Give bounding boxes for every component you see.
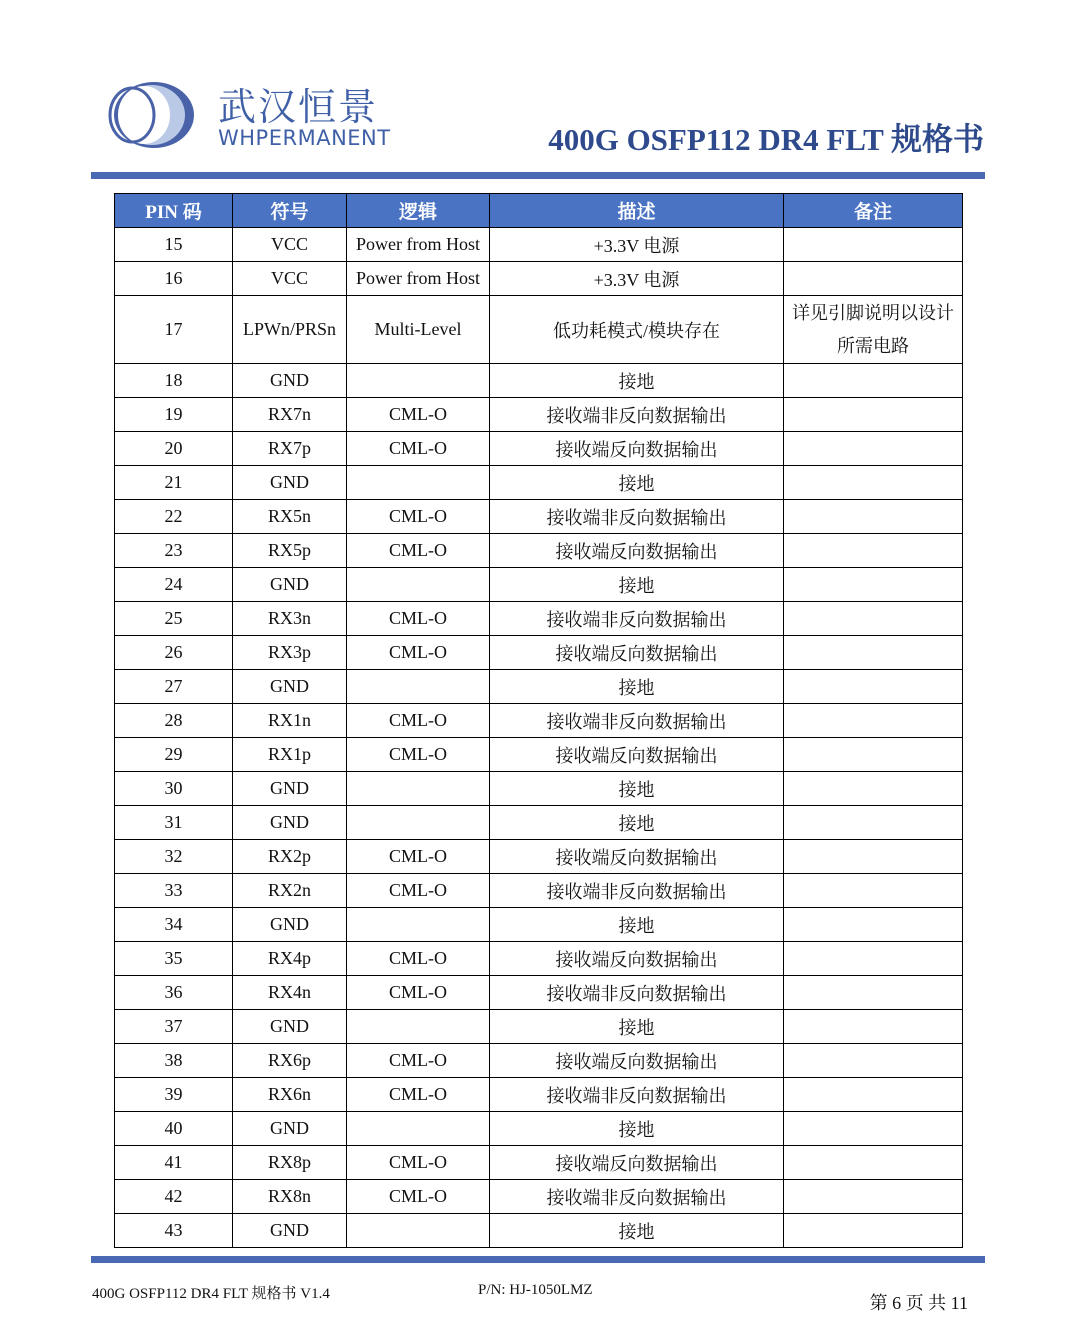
desc-cell: 接收端反向数据输出 (490, 1044, 784, 1078)
table-row (115, 398, 963, 432)
company-logo (106, 80, 196, 150)
note-cell (784, 670, 963, 704)
table-row (115, 228, 963, 262)
table-row (115, 1180, 963, 1214)
logic-cell: CML-O (347, 942, 490, 976)
pin-cell: 38 (115, 1044, 233, 1078)
desc-cell: 接地 (490, 568, 784, 602)
desc-cell: 接收端非反向数据输出 (490, 976, 784, 1010)
pin-cell: 35 (115, 942, 233, 976)
pin-cell: 17 (115, 296, 233, 364)
note-cell (784, 1044, 963, 1078)
symbol-cell: GND (233, 806, 347, 840)
logic-cell: CML-O (347, 500, 490, 534)
desc-cell: +3.3V 电源 (490, 228, 784, 262)
pin-cell: 33 (115, 874, 233, 908)
note-cell (784, 466, 963, 500)
table-row (115, 1214, 963, 1248)
symbol-cell: RX6p (233, 1044, 347, 1078)
pin-cell: 23 (115, 534, 233, 568)
pin-cell: 20 (115, 432, 233, 466)
logic-cell: CML-O (347, 704, 490, 738)
note-cell (784, 432, 963, 466)
symbol-cell: GND (233, 568, 347, 602)
desc-cell: 接地 (490, 670, 784, 704)
logic-cell: CML-O (347, 432, 490, 466)
desc-cell: 接收端反向数据输出 (490, 432, 784, 466)
logic-cell (347, 466, 490, 500)
logic-cell: CML-O (347, 976, 490, 1010)
pin-cell: 36 (115, 976, 233, 1010)
note-cell (784, 1112, 963, 1146)
pin-cell: 41 (115, 1146, 233, 1180)
table-row (115, 806, 963, 840)
pin-cell: 40 (115, 1112, 233, 1146)
symbol-cell: GND (233, 772, 347, 806)
note-cell (784, 874, 963, 908)
footer-rule (91, 1256, 985, 1263)
pin-cell: 29 (115, 738, 233, 772)
brand-name-en: WHPERMANENT (218, 126, 391, 150)
symbol-cell: RX3n (233, 602, 347, 636)
logic-cell: CML-O (347, 1146, 490, 1180)
table-row (115, 874, 963, 908)
pin-cell: 31 (115, 806, 233, 840)
table-row (115, 636, 963, 670)
pin-cell: 24 (115, 568, 233, 602)
table-row (115, 466, 963, 500)
logic-cell: CML-O (347, 1078, 490, 1112)
desc-cell: 接收端反向数据输出 (490, 738, 784, 772)
note-cell (784, 364, 963, 398)
desc-cell: 接地 (490, 1112, 784, 1146)
symbol-cell: RX8n (233, 1180, 347, 1214)
note-cell (784, 636, 963, 670)
symbol-cell: RX1n (233, 704, 347, 738)
logic-cell: CML-O (347, 1044, 490, 1078)
symbol-cell: RX5p (233, 534, 347, 568)
note-cell (784, 704, 963, 738)
note-cell (784, 534, 963, 568)
desc-cell: 接收端非反向数据输出 (490, 874, 784, 908)
table-row (115, 942, 963, 976)
pin-cell: 19 (115, 398, 233, 432)
symbol-cell: RX8p (233, 1146, 347, 1180)
desc-cell: 接收端非反向数据输出 (490, 500, 784, 534)
footer-doc-name: 400G OSFP112 DR4 FLT 规格书 V1.4 (92, 1286, 330, 1302)
desc-cell: 接收端反向数据输出 (490, 636, 784, 670)
note-cell (784, 840, 963, 874)
table-header-row (115, 194, 963, 228)
document-title: 400G OSFP112 DR4 FLT 规格书 (548, 122, 984, 157)
table-row (115, 738, 963, 772)
note-cell (784, 602, 963, 636)
pin-cell: 37 (115, 1010, 233, 1044)
desc-cell: 接收端反向数据输出 (490, 1146, 784, 1180)
symbol-cell: GND (233, 908, 347, 942)
desc-cell: +3.3V 电源 (490, 262, 784, 296)
table-row (115, 1078, 963, 1112)
desc-cell: 接地 (490, 908, 784, 942)
logic-cell: CML-O (347, 534, 490, 568)
pin-table-body (115, 228, 963, 1248)
symbol-cell: GND (233, 466, 347, 500)
symbol-cell: RX4p (233, 942, 347, 976)
logic-cell: CML-O (347, 874, 490, 908)
pin-cell: 25 (115, 602, 233, 636)
pin-cell: 18 (115, 364, 233, 398)
desc-cell: 接收端反向数据输出 (490, 942, 784, 976)
pin-cell: 16 (115, 262, 233, 296)
note-cell (784, 738, 963, 772)
desc-cell: 接收端非反向数据输出 (490, 602, 784, 636)
col-header-logic: 逻辑 (347, 194, 490, 228)
logic-cell: Multi-Level (347, 296, 490, 364)
logic-cell: CML-O (347, 1180, 490, 1214)
table-row (115, 670, 963, 704)
desc-cell: 接地 (490, 772, 784, 806)
logic-cell: CML-O (347, 840, 490, 874)
symbol-cell: RX7n (233, 398, 347, 432)
symbol-cell: GND (233, 364, 347, 398)
logic-cell (347, 1112, 490, 1146)
pin-cell: 32 (115, 840, 233, 874)
pin-cell: 43 (115, 1214, 233, 1248)
note-cell (784, 1078, 963, 1112)
pin-cell: 34 (115, 908, 233, 942)
col-header-note: 备注 (784, 194, 963, 228)
symbol-cell: RX1p (233, 738, 347, 772)
col-header-desc: 描述 (490, 194, 784, 228)
symbol-cell: LPWn/PRSn (233, 296, 347, 364)
table-row (115, 432, 963, 466)
symbol-cell: RX2n (233, 874, 347, 908)
logic-cell: CML-O (347, 398, 490, 432)
logic-cell (347, 806, 490, 840)
pin-cell: 15 (115, 228, 233, 262)
note-cell (784, 262, 963, 296)
pin-cell: 26 (115, 636, 233, 670)
desc-cell: 接收端非反向数据输出 (490, 1078, 784, 1112)
note-cell (784, 1146, 963, 1180)
logic-cell: CML-O (347, 738, 490, 772)
logic-cell (347, 772, 490, 806)
pin-cell: 22 (115, 500, 233, 534)
desc-cell: 接收端非反向数据输出 (490, 1180, 784, 1214)
logic-cell: CML-O (347, 602, 490, 636)
desc-cell: 接收端反向数据输出 (490, 534, 784, 568)
logic-cell: Power from Host (347, 262, 490, 296)
note-cell (784, 500, 963, 534)
logic-cell (347, 1010, 490, 1044)
symbol-cell: VCC (233, 228, 347, 262)
col-header-symbol: 符号 (233, 194, 347, 228)
table-row (115, 1146, 963, 1180)
symbol-cell: RX2p (233, 840, 347, 874)
symbol-cell: RX4n (233, 976, 347, 1010)
desc-cell: 接地 (490, 1010, 784, 1044)
logic-cell: Power from Host (347, 228, 490, 262)
table-row (115, 364, 963, 398)
table-row (115, 262, 963, 296)
note-cell (784, 568, 963, 602)
logic-cell (347, 568, 490, 602)
desc-cell: 接地 (490, 364, 784, 398)
table-row (115, 772, 963, 806)
desc-cell: 低功耗模式/模块存在 (490, 296, 784, 364)
symbol-cell: GND (233, 670, 347, 704)
table-row (115, 500, 963, 534)
symbol-cell: GND (233, 1214, 347, 1248)
note-cell (784, 806, 963, 840)
pin-cell: 39 (115, 1078, 233, 1112)
desc-cell: 接收端非反向数据输出 (490, 704, 784, 738)
logic-cell (347, 908, 490, 942)
pin-cell: 21 (115, 466, 233, 500)
pin-table (114, 193, 963, 1248)
table-row (115, 296, 963, 364)
note-cell (784, 1214, 963, 1248)
pin-cell: 30 (115, 772, 233, 806)
table-row (115, 568, 963, 602)
table-row (115, 1010, 963, 1044)
pin-cell: 42 (115, 1180, 233, 1214)
footer-page-number: 第 6 页 共 11 (869, 1293, 968, 1313)
symbol-cell: RX7p (233, 432, 347, 466)
logic-cell (347, 1214, 490, 1248)
table-row (115, 534, 963, 568)
table-row (115, 908, 963, 942)
pin-cell: 27 (115, 670, 233, 704)
desc-cell: 接地 (490, 466, 784, 500)
table-row (115, 704, 963, 738)
pin-cell: 28 (115, 704, 233, 738)
header-rule (91, 172, 985, 179)
desc-cell: 接收端非反向数据输出 (490, 398, 784, 432)
symbol-cell: GND (233, 1112, 347, 1146)
footer-part-number: P/N: HJ-1050LMZ (478, 1282, 593, 1298)
note-cell (784, 1180, 963, 1214)
note-cell (784, 398, 963, 432)
desc-cell: 接地 (490, 806, 784, 840)
table-row (115, 840, 963, 874)
symbol-cell: GND (233, 1010, 347, 1044)
symbol-cell: RX5n (233, 500, 347, 534)
note-cell (784, 772, 963, 806)
symbol-cell: RX3p (233, 636, 347, 670)
table-row (115, 602, 963, 636)
desc-cell: 接收端反向数据输出 (490, 840, 784, 874)
symbol-cell: RX6n (233, 1078, 347, 1112)
table-row (115, 1112, 963, 1146)
note-cell (784, 976, 963, 1010)
symbol-cell: VCC (233, 262, 347, 296)
note-cell (784, 942, 963, 976)
desc-cell: 接地 (490, 1214, 784, 1248)
note-cell (784, 228, 963, 262)
table-row (115, 976, 963, 1010)
table-row (115, 1044, 963, 1078)
note-cell: 详见引脚说明以设计所需电路 (784, 296, 963, 364)
note-cell (784, 1010, 963, 1044)
logic-cell (347, 670, 490, 704)
logic-cell: CML-O (347, 636, 490, 670)
note-cell (784, 908, 963, 942)
brand-name-cn: 武汉恒景 (218, 85, 379, 129)
logic-cell (347, 364, 490, 398)
col-header-pin: PIN 码 (115, 194, 233, 228)
